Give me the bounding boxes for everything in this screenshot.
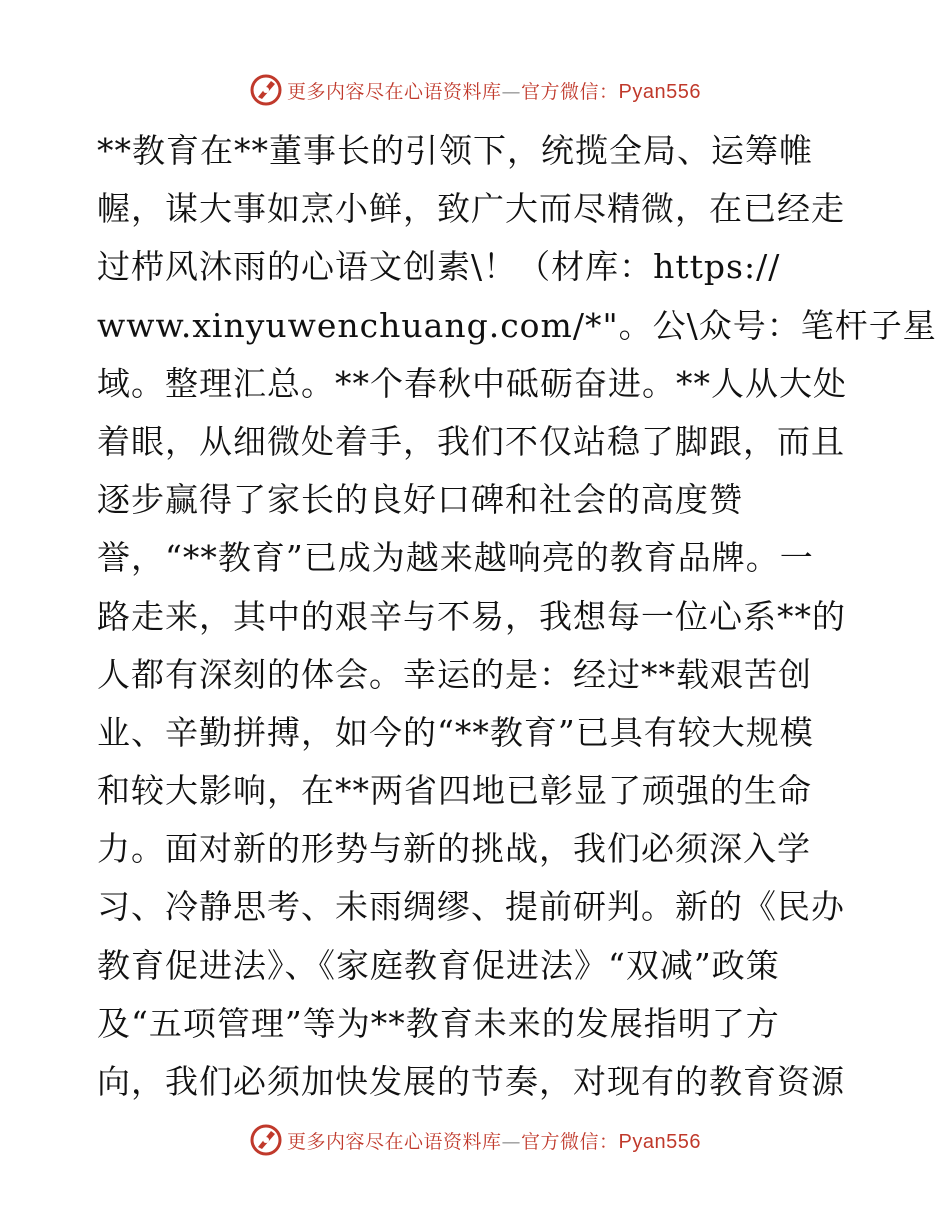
header-text (287, 77, 701, 104)
body-line: **教育在**董事长的引领下，统揽全局、运筹帷 (97, 131, 813, 170)
body-line: 路走来，其中的艰辛与不易，我想每一位心系**的 (97, 596, 846, 636)
body-line: 逐步赢得了家长的良好口碑和社会的高度赞 (97, 480, 743, 520)
header-text-dash: — (501, 80, 522, 103)
body-line: 及“五项管理”等为**教育未来的发展指明了方 (97, 1003, 780, 1043)
brand-logo-icon (249, 73, 283, 107)
body-line: 过栉风沐雨的心语文创素\！（材库：https:// (97, 247, 781, 287)
footer-text-dash: — (501, 1130, 522, 1153)
body-line: 力。面对新的形势与新的挑战，我们必须深入学 (97, 829, 811, 869)
body-line: 着眼，从细微处着手，我们不仅站稳了脚跟，而且 (97, 421, 845, 461)
footer-text (287, 1127, 701, 1154)
footer-text-main: 更多内容尽在心语资料库 (287, 1130, 502, 1153)
brand-logo-icon (249, 1123, 283, 1157)
body-line: 向，我们必须加快发展的节奏，对现有的教育资源 (97, 1062, 845, 1101)
header-banner (0, 70, 950, 110)
body-line: www.xinyuwenchuang.com/*"。公\众号：笔杆子星 (97, 305, 937, 345)
body-line: 域。整理汇总。**个春秋中砥砺奋进。**人从大处 (97, 363, 847, 403)
header-text-main: 更多内容尽在心语资料库 (287, 80, 502, 103)
body-line: 教育促进法》、《家庭教育促进法》“双减”政策 (97, 945, 780, 985)
body-line: 誉，“**教育”已成为越来越响亮的教育品牌。一 (97, 538, 814, 578)
body-line: 和较大影响，在**两省四地已彰显了顽强的生命 (97, 771, 812, 811)
body-line: 习、冷静思考、未雨绸缪、提前研判。新的《民办 (97, 887, 845, 927)
header-text-wechat: 官方微信： (521, 80, 619, 103)
header-text-id: Pyan556 (618, 80, 701, 103)
footer-banner (0, 1120, 950, 1160)
document-body (97, 122, 937, 1111)
body-line: 业、辛勤拼搏，如今的“**教育”已具有较大规模 (97, 712, 814, 752)
body-line: 幄，谋大事如烹小鲜，致广大而尽精微，在已经走 (97, 189, 845, 229)
footer-text-id: Pyan556 (618, 1130, 701, 1153)
body-line: 人都有深刻的体会。幸运的是：经过**载艰苦创 (97, 654, 812, 694)
footer-text-wechat: 官方微信： (521, 1130, 619, 1153)
